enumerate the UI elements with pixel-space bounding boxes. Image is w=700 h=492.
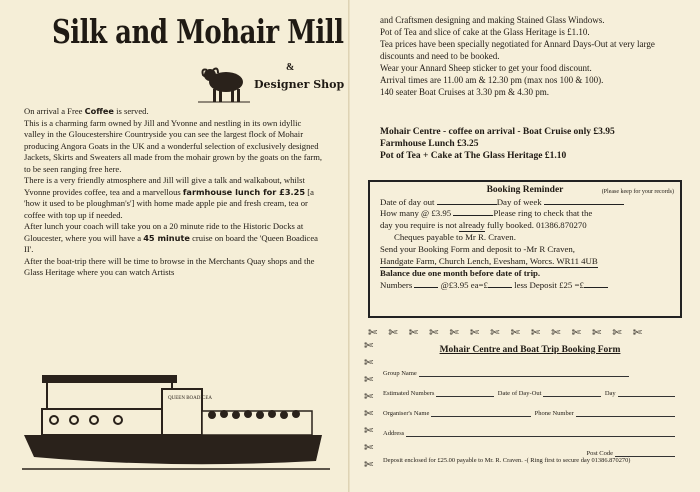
intro-text: On arrival a Free Coffee is served. This is a charming farm owned by Jill and Yvonne and nestling in its own idyllic valley in the Gloucestershire Countryside you can see the largest flock of Mohair producing Angora Goats in the UK and a wonderful selection of exclusively designed Jackets, Skirts and Sweaters all made from the mohair grown by the goats on the farm, to be seen ranging free here. There is a very friendly atmosphere and Jill will give a talk and walkabout, whilst Yvonne provides coffee, tea and a marvellous farmhouse lunch for £3.25 [a 'how it used to be ploughman's'] with home made apple pie and fresh cream, tea or coffee with top up if needed. After lunch your coach will take you on a 20 minute ride to the Historic Docks at Gloucester, where you will have a 45 minute cruise on board the 'Queen Boadicea II'. After the boat-trip there will be time to browse in the Merchants Quay shops and the Glass Heritage where you can watch Artists [24,106,323,277]
deposit-note: Deposit enclosed for £25.00 payable to Mr. R. Craven. -( Ring first to secure day 01386.870270) [383,457,631,464]
post-code-field[interactable] [615,448,675,457]
day-of-week-field[interactable] [544,204,624,205]
info-text: and Craftsmen designing and making Stained Glass Windows. Pot of Tea and slice of cake at the Glass Heritage is £1.10. Tea prices have been specially negotiated for Annard Days-Out at very large discounts and need to be booked. Wear your Annard Sheep sticker to get your food discount. Arrival times are 11.00 am & 12.30 pm (max nos 100 & 100). 140 seater Boat Cruises at 3.30 pm & 4.30 pm. [380,15,655,97]
day-field[interactable] [618,388,675,397]
date-out-field[interactable] [437,204,497,205]
price-tea: Pot of Tea + Cake at The Glass Heritage £1.10 [380,151,567,161]
lunch-price: farmhouse lunch for £3.25 [182,186,306,197]
numbers-field[interactable] [414,287,438,288]
sheep-logo-icon [198,58,250,110]
price-lunch: Farmhouse Lunch £3.25 [380,139,479,149]
reminder-title: Booking Reminder [486,185,564,195]
organiser-name-field[interactable] [431,408,530,417]
after-boat-paragraph: After the boat-trip there will be time to browse in the Merchants Quay shops and the Glass Heritage where you can watch Artists [24,255,315,277]
scissors-cut-line-icon: ✄ ✄ ✄ ✄ ✄ ✄ ✄ ✄ ✄ ✄ ✄ ✄ ✄ ✄ [368,327,647,339]
phone-number-field[interactable] [576,408,675,417]
group-name-field[interactable] [419,368,629,377]
date-of-day-out-field[interactable] [543,388,600,397]
postal-address: Handgate Farm, Church Lench, Evesham, Worcs. WR11 4UB [380,256,598,269]
address-field[interactable] [406,428,675,437]
estimated-numbers-field[interactable] [436,388,493,397]
designer-shop-label: Designer Shop [254,78,345,91]
how-many-field[interactable] [453,215,493,216]
boat-illustration [22,365,330,475]
cruise-duration: 45 minute [143,232,190,243]
svg-text:QUEEN BOADICEA: QUEEN BOADICEA [168,396,213,401]
price-list [380,126,680,162]
farm-paragraph: This is a charming farm owned by Jill and Yvonne and nestling in its own idyllic valley in the Gloucestershire Countryside you can see the largest flock of Mohair producing Angora Goats in the UK and a wonderful selection of exclusively designed Jackets, Skirts and Sweaters all made from the mohair grown by the goats on the farm, to be seen ranging free here. [24,117,323,174]
balance-field[interactable] [584,287,608,288]
coffee-word: Coffee [84,106,114,116]
total-field[interactable] [488,287,512,288]
scissors-column-icon: ✄ ✄ ✄ ✄ ✄ ✄ ✄ ✄ [364,340,374,471]
form-title: Mohair Centre and Boat Trip Booking Form [439,345,621,355]
booking-reminder-box: (Please keep for your records) Booking Reminder Date of day out Day of week How many @ £3.95 Please ring to check that the day you require is not already fully booked. 01386.870270 Cheques payable to Mr R. Craven. Send your Booking Form and deposit to -Mr R Craven, Handgate Farm, Church Lench, Evesham, Worcs. WR11 4UB Balance due one month before date of trip. Numbers @£3.95 ea=£ less Deposit £25 =£ [368,180,682,318]
records-note: (Please keep for your records) [601,189,674,195]
price-cruise: Mohair Centre - coffee on arrival - Boat Cruise only £3.95 [380,127,615,137]
ampersand: & [286,62,295,73]
page-title: Silk and Mohair Mill [52,14,344,52]
